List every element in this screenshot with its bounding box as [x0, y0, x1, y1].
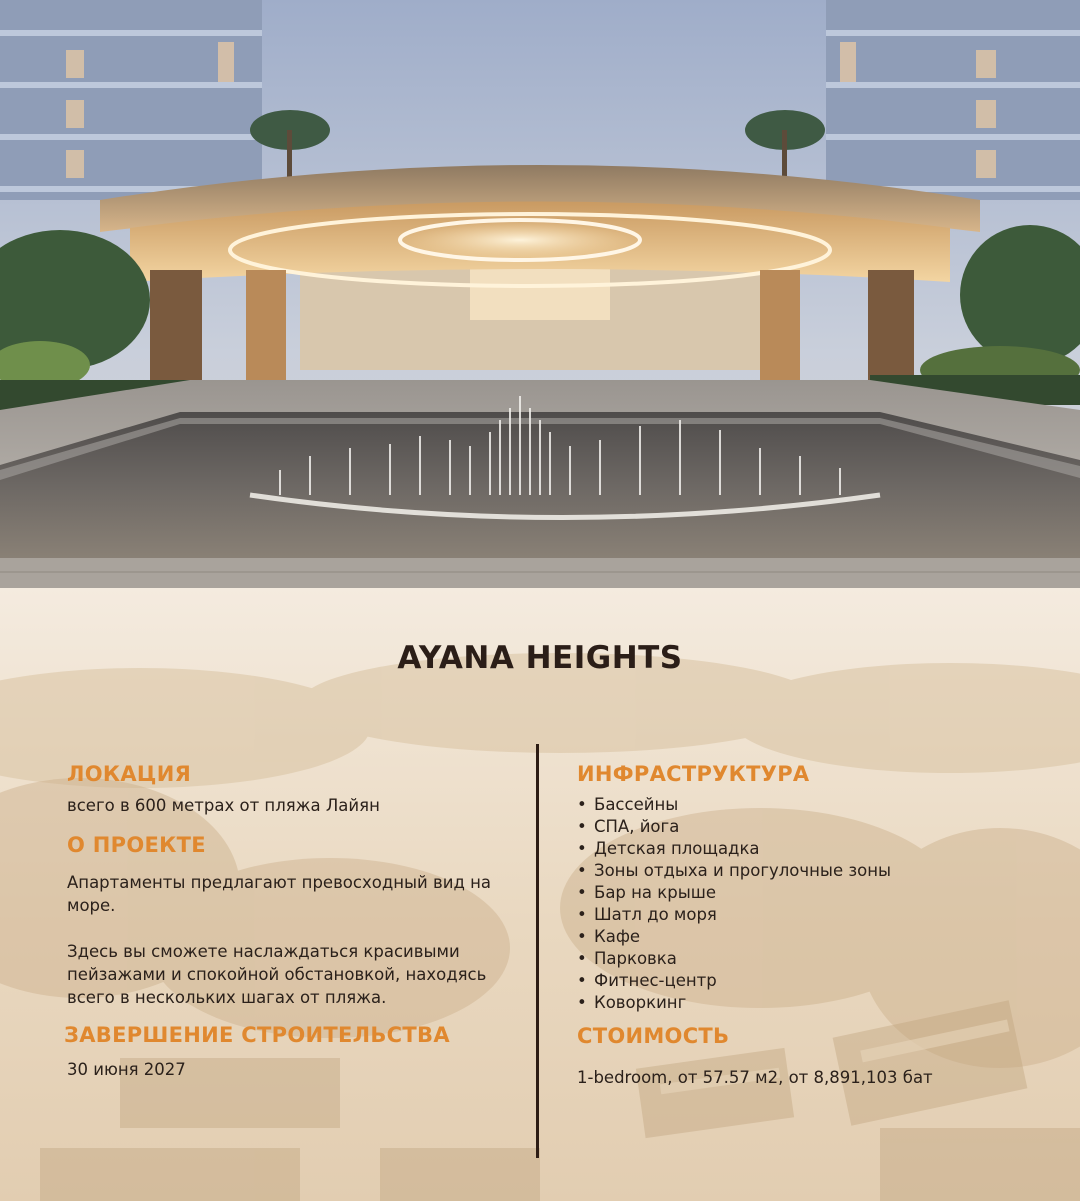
column-divider — [536, 744, 539, 1158]
hero-illustration — [0, 0, 1080, 588]
location-text: всего в 600 метрах от пляжа Лайян — [67, 796, 380, 815]
bullet-icon: • — [577, 905, 587, 924]
infrastructure-item: Кафе — [594, 927, 641, 946]
infrastructure-item: Детская площадка — [594, 839, 760, 858]
infrastructure-item: Коворкинг — [594, 993, 687, 1012]
bullet-icon: • — [577, 795, 587, 814]
infrastructure-item: Фитнес-центр — [594, 971, 717, 990]
infrastructure-heading: ИНФРАСТРУКТУРА — [577, 762, 810, 786]
hero-image — [0, 0, 1080, 588]
infrastructure-item: Бассейны — [594, 795, 679, 814]
right-column — [577, 762, 1047, 1089]
list-item — [577, 904, 1047, 926]
about-paragraph-2: Здесь вы сможете наслаждаться красивыми пейзажами и спокойной обстановкой, находясь всего в нескольких шагах от пляжа. — [67, 942, 487, 1007]
infrastructure-item: Шатл до моря — [594, 905, 717, 924]
bullet-icon: • — [577, 949, 587, 968]
about-heading: О ПРОЕКТЕ — [67, 833, 206, 857]
list-item — [577, 970, 1047, 992]
infrastructure-item: Бар на крыше — [594, 883, 717, 902]
list-item — [577, 794, 1047, 816]
infrastructure-item: СПА, йога — [594, 817, 680, 836]
list-item — [577, 992, 1047, 1014]
bullet-icon: • — [577, 971, 587, 990]
list-item — [577, 816, 1047, 838]
bullet-icon: • — [577, 883, 587, 902]
bullet-icon: • — [577, 927, 587, 946]
location-heading: ЛОКАЦИЯ — [67, 762, 192, 786]
price-heading: СТОИМОСТЬ — [577, 1024, 730, 1048]
list-item — [577, 838, 1047, 860]
project-title: AYANA HEIGHTS — [397, 640, 683, 676]
list-item — [577, 860, 1047, 882]
list-item — [577, 948, 1047, 970]
completion-date: 30 июня 2027 — [67, 1060, 186, 1079]
bullet-icon: • — [577, 993, 587, 1012]
infrastructure-item: Зоны отдыха и прогулочные зоны — [594, 861, 892, 880]
left-column — [64, 762, 517, 1081]
info-panel — [0, 588, 1080, 1201]
list-item — [577, 882, 1047, 904]
infrastructure-list — [577, 794, 1047, 1014]
bullet-icon: • — [577, 861, 587, 880]
price-text: 1-bedroom, от 57.57 м2, от 8,891,103 бат — [577, 1068, 933, 1087]
bullet-icon: • — [577, 839, 587, 858]
about-paragraph-1: Апартаменты предлагают превосходный вид на море. — [67, 873, 492, 915]
bullet-icon: • — [577, 817, 587, 836]
list-item — [577, 926, 1047, 948]
infrastructure-item: Парковка — [594, 949, 677, 968]
completion-heading: ЗАВЕРШЕНИЕ СТРОИТЕЛЬСТВА — [64, 1023, 450, 1047]
